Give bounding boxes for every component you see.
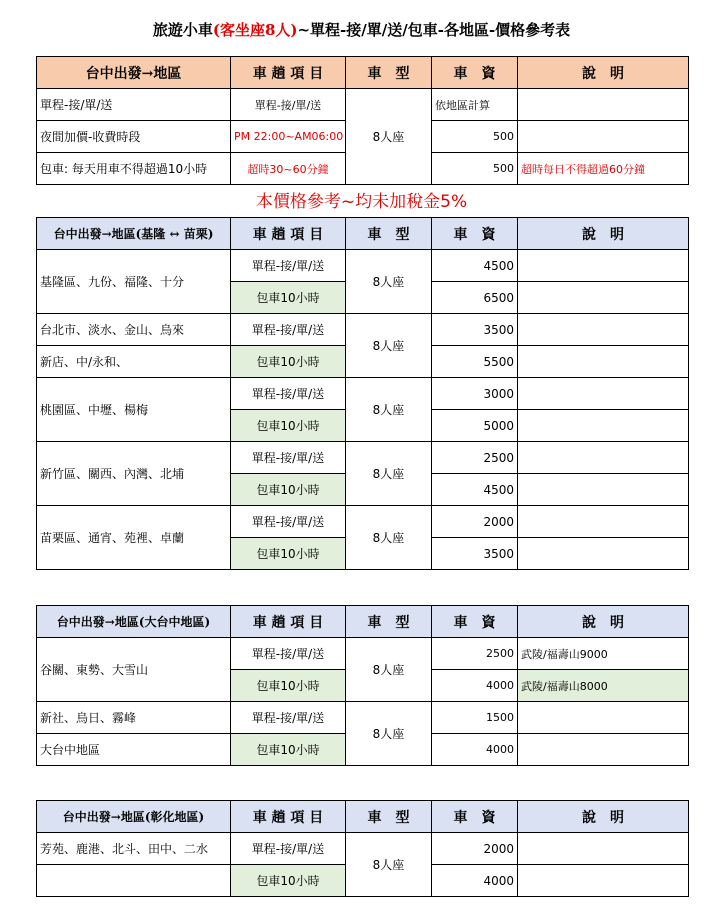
fee-cell: 500 [432, 121, 518, 153]
page-title [0, 19, 723, 40]
fee-cell: 3000 [432, 378, 518, 410]
price-table-changhua [36, 800, 689, 897]
car-type-cell: 8人座 [346, 702, 432, 766]
header-desc: 說 明 [518, 606, 689, 638]
fee-cell: 4500 [432, 474, 518, 506]
fee-cell: 2000 [432, 506, 518, 538]
table-row [37, 89, 689, 121]
car-type-cell: 8人座 [346, 833, 432, 897]
fee-cell: 4000 [432, 670, 518, 702]
area-cell: 台北市、淡水、金山、烏來 [37, 314, 231, 346]
header-desc: 說 明 [518, 218, 689, 250]
fee-cell: 1500 [432, 702, 518, 734]
car-type-cell: 8人座 [346, 314, 432, 378]
header-fee: 車 資 [432, 801, 518, 833]
item-cell: 包車10小時 [231, 282, 346, 314]
area-cell: 谷關、東勢、大雪山 [37, 638, 231, 702]
item-cell: 包車10小時 [231, 734, 346, 766]
table-row [37, 506, 689, 538]
desc-cell [518, 314, 689, 346]
desc-cell [518, 538, 689, 570]
area-cell: 桃園區、中壢、楊梅 [37, 378, 231, 442]
desc-cell [518, 833, 689, 865]
table-row [37, 442, 689, 474]
title-suffix: ~單程-接/單/送/包車-各地區-價格參考表 [297, 21, 571, 39]
car-type-cell: 8人座 [346, 506, 432, 570]
item-cell: 單程-接/單/送 [231, 442, 346, 474]
area-cell: 新竹區、關西、內灣、北埔 [37, 442, 231, 506]
item-cell: 超時30~60分鐘 [231, 153, 346, 185]
item-cell: 包車10小時 [231, 865, 346, 897]
car-type-cell: 8人座 [346, 89, 432, 185]
fee-cell: 3500 [432, 538, 518, 570]
fee-cell: 2000 [432, 833, 518, 865]
car-type-cell: 8人座 [346, 378, 432, 442]
fee-cell: 6500 [432, 282, 518, 314]
item-cell: 單程-接/單/送 [231, 833, 346, 865]
item-cell: 單程-接/單/送 [231, 506, 346, 538]
header-desc: 說 明 [518, 57, 689, 89]
desc-cell: 武陵/福壽山9000 [518, 638, 689, 670]
desc-cell [518, 442, 689, 474]
table-row [37, 638, 689, 670]
item-cell: 包車10小時 [231, 538, 346, 570]
fee-cell: 500 [432, 153, 518, 185]
area-cell: 苗栗區、通宵、苑裡、卓蘭 [37, 506, 231, 570]
desc-cell [518, 378, 689, 410]
header-desc: 說 明 [518, 801, 689, 833]
table-row [37, 314, 689, 346]
fee-cell: 4000 [432, 865, 518, 897]
item-cell: 單程-接/單/送 [231, 378, 346, 410]
area-cell: 新社、烏日、霧峰 [37, 702, 231, 734]
tax-note: 本價格參考~均未加稅金5% [255, 192, 468, 212]
price-table-general [36, 56, 689, 185]
header-fee: 車 資 [432, 57, 518, 89]
car-type-cell: 8人座 [346, 442, 432, 506]
item-cell: 單程-接/單/送 [231, 314, 346, 346]
header-area: 台中出發→地區(基隆 ↔ 苗栗) [37, 218, 231, 250]
desc-cell [518, 89, 689, 121]
header-car: 車 型 [346, 57, 432, 89]
desc-cell [518, 282, 689, 314]
header-item: 車 趟 項 目 [231, 218, 346, 250]
table-row [37, 378, 689, 410]
header-item: 車 趟 項 目 [231, 801, 346, 833]
price-table-taichung [36, 605, 689, 766]
header-area: 台中出發→地區(大台中地區) [37, 606, 231, 638]
area-cell: 單程-接/單/送 [37, 89, 231, 121]
desc-cell [518, 250, 689, 282]
area-cell: 夜間加價-收費時段 [37, 121, 231, 153]
area-cell: 基隆區、九份、福隆、十分 [37, 250, 231, 314]
desc-cell [518, 506, 689, 538]
item-cell: 單程-接/單/送 [231, 702, 346, 734]
area-cell: 包車: 每天用車不得超過10小時 [37, 153, 231, 185]
header-item: 車 趟 項 目 [231, 57, 346, 89]
header-area: 台中出發→地區(彰化地區) [37, 801, 231, 833]
item-cell: 包車10小時 [231, 670, 346, 702]
header-fee: 車 資 [432, 218, 518, 250]
header-car: 車 型 [346, 606, 432, 638]
item-cell: 單程-接/單/送 [231, 250, 346, 282]
desc-cell [518, 121, 689, 153]
header-car: 車 型 [346, 218, 432, 250]
fee-cell: 2500 [432, 638, 518, 670]
area-cell [37, 865, 231, 897]
header-fee: 車 資 [432, 606, 518, 638]
desc-cell [518, 346, 689, 378]
header-area: 台中出發→地區 [37, 57, 231, 89]
desc-cell: 武陵/福壽山8000 [518, 670, 689, 702]
fee-cell: 5000 [432, 410, 518, 442]
desc-cell [518, 410, 689, 442]
desc-cell: 超時每日不得超過60分鐘 [518, 153, 689, 185]
car-type-cell: 8人座 [346, 638, 432, 702]
item-cell: 包車10小時 [231, 474, 346, 506]
item-cell: PM 22:00~AM06:00 [231, 121, 346, 153]
title-highlight: (客坐座8人) [212, 21, 298, 39]
fee-cell: 4500 [432, 250, 518, 282]
car-type-cell: 8人座 [346, 250, 432, 314]
item-cell: 單程-接/單/送 [231, 89, 346, 121]
fee-cell: 3500 [432, 314, 518, 346]
area-cell: 芳苑、鹿港、北斗、田中、二水 [37, 833, 231, 865]
item-cell: 包車10小時 [231, 346, 346, 378]
header-item: 車 趟 項 目 [231, 606, 346, 638]
item-cell: 包車10小時 [231, 410, 346, 442]
fee-cell: 4000 [432, 734, 518, 766]
desc-cell [518, 474, 689, 506]
fee-cell: 依地區計算 [432, 89, 518, 121]
title-prefix: 旅遊小車 [152, 21, 213, 39]
fee-cell: 5500 [432, 346, 518, 378]
desc-cell [518, 734, 689, 766]
table-row [37, 833, 689, 865]
item-cell: 單程-接/單/送 [231, 638, 346, 670]
desc-cell [518, 865, 689, 897]
area-cell: 大台中地區 [37, 734, 231, 766]
fee-cell: 2500 [432, 442, 518, 474]
table-row [37, 702, 689, 734]
header-car: 車 型 [346, 801, 432, 833]
table-row [37, 250, 689, 282]
desc-cell [518, 702, 689, 734]
area-cell: 新店、中/永和、 [37, 346, 231, 378]
price-table-north [36, 217, 689, 570]
